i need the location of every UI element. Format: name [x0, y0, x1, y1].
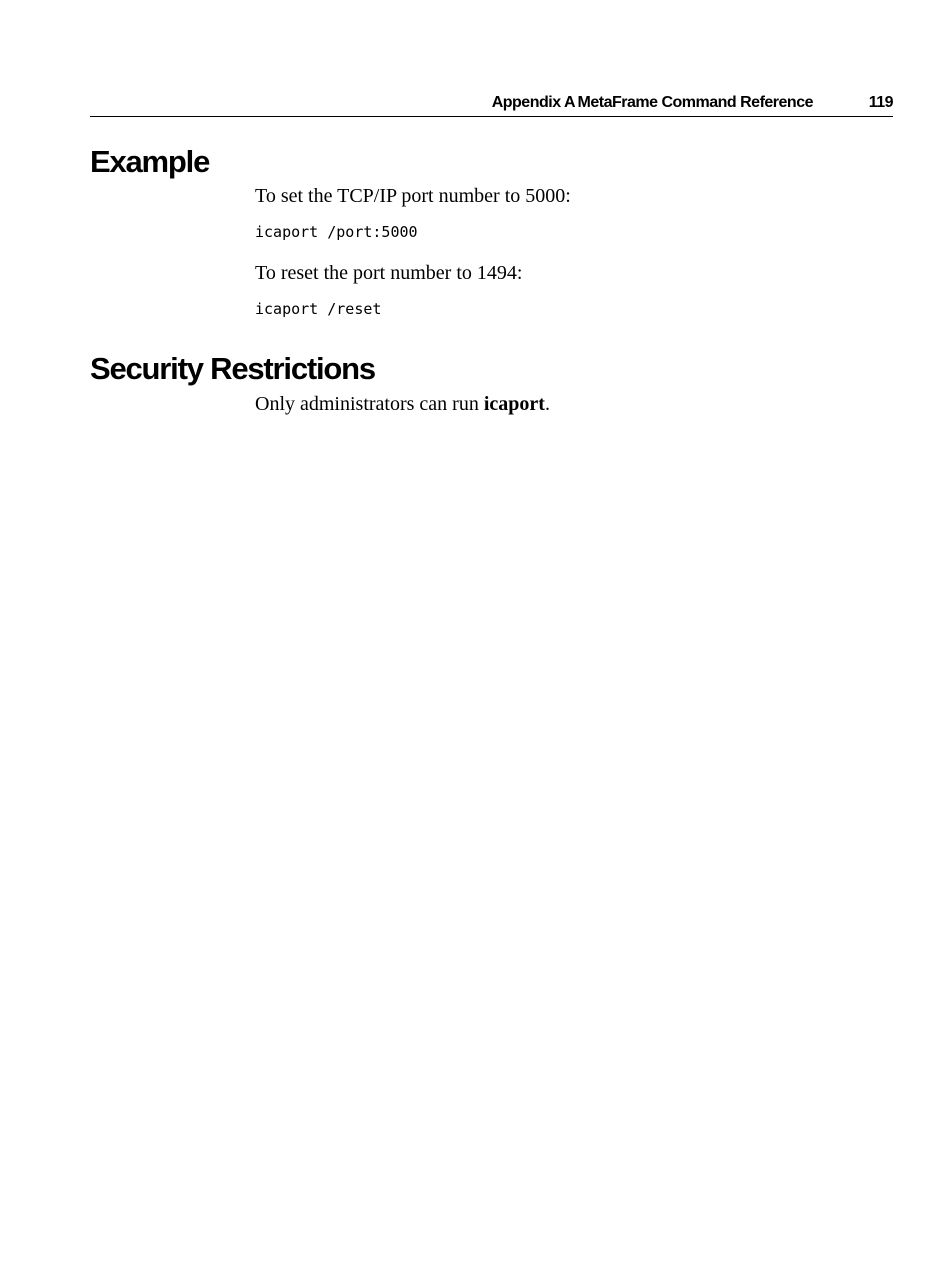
header-chapter-title: MetaFrame Command Reference [577, 94, 813, 111]
security-restrictions-text [255, 394, 550, 414]
example-intro-set-port: To set the TCP/IP port number to 5000: [255, 185, 571, 207]
security-text-after: . [544, 393, 550, 415]
header-appendix-label: Appendix A [491, 94, 575, 111]
example-intro-reset-port: To reset the port number to 1494: [255, 262, 523, 284]
security-restrictions-heading: Security Restrictions [90, 351, 375, 386]
security-command-name: icaport [483, 393, 545, 415]
security-text-before: Only administrators can run [255, 393, 484, 415]
example-command-set-port: icaport /port:5000 [255, 223, 418, 241]
page-header [90, 92, 893, 117]
example-command-reset-port: icaport /reset [255, 300, 382, 318]
example-heading: Example [90, 144, 210, 179]
header-page-number: 119 [868, 94, 893, 111]
